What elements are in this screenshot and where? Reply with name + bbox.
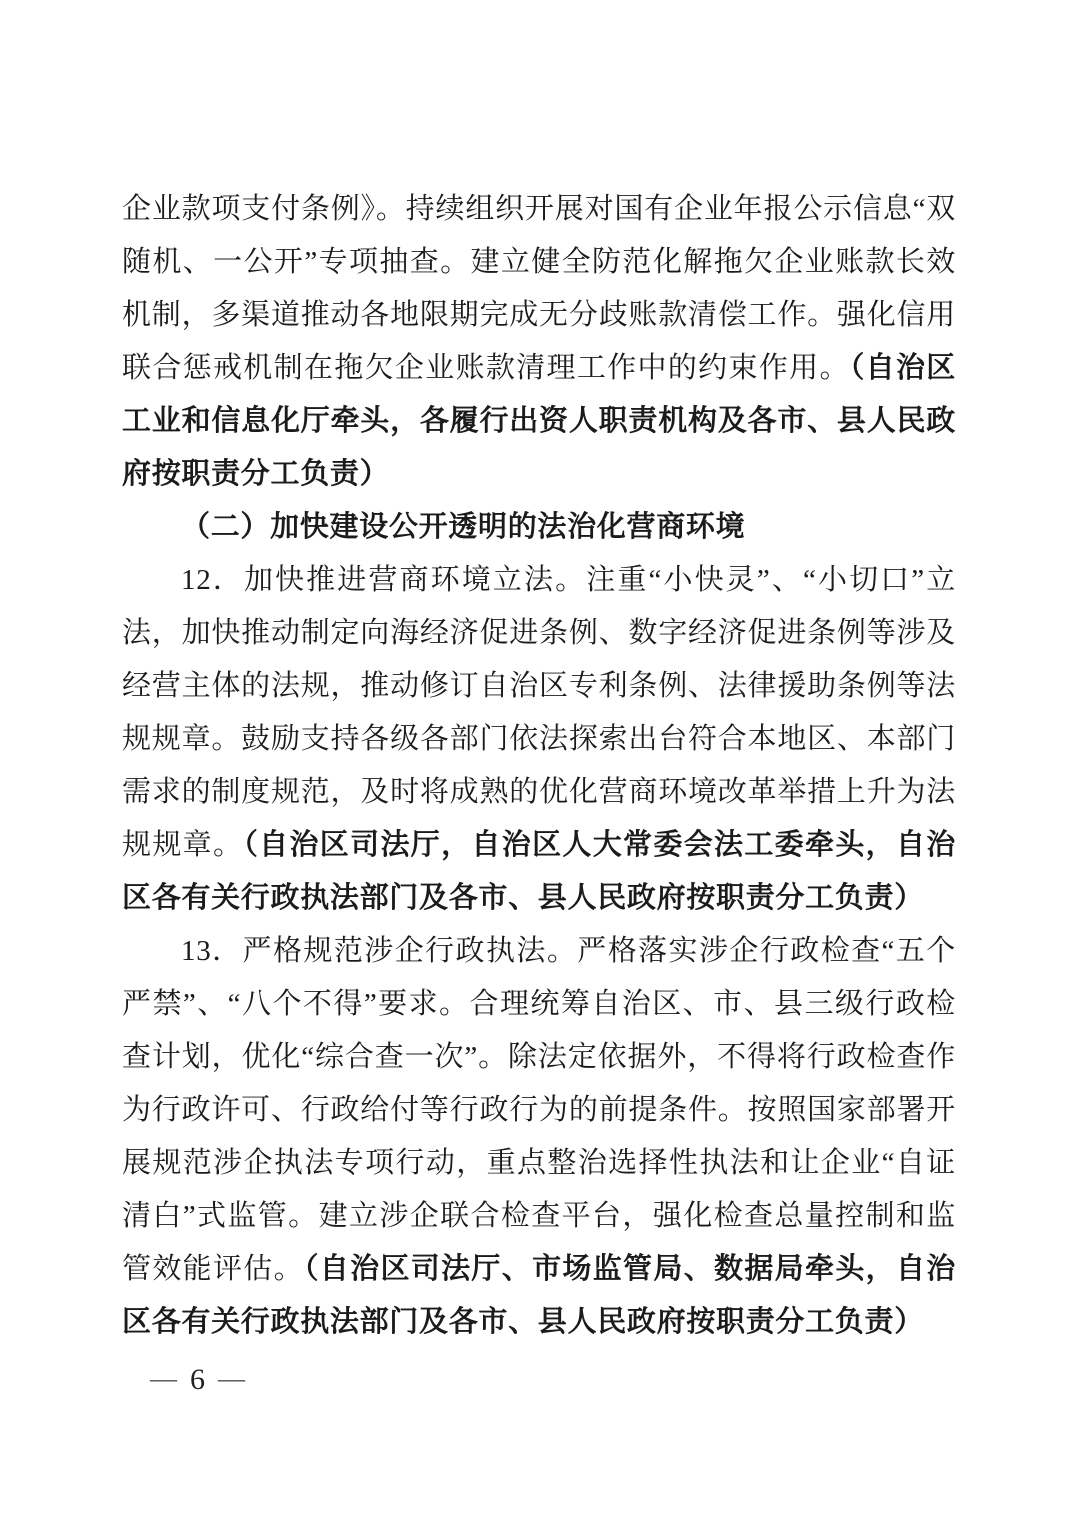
paragraph-arrears-continuation: [122, 183, 956, 501]
page-number-dash-left: —: [150, 1362, 177, 1393]
document-body: [122, 183, 956, 1349]
page-number: [150, 1360, 245, 1400]
paragraph-13-enforcement: [122, 925, 956, 1349]
paragraph-12-responsibility-annotation: （自治区司法厅，自治区人大常委会法工委牵头，自治区各有关行政执法部门及各市、县人民政府按职责分工负责）: [122, 829, 956, 914]
paragraph-13-responsibility-annotation: （自治区司法厅、市场监管局、数据局牵头，自治区各有关行政执法部门及各市、县人民政府按职责分工负责）: [122, 1253, 957, 1338]
paragraph-arrears-responsibility-annotation: （自治区工业和信息化厅牵头，各履行出资人职责机构及各市、县人民政府按职责分工负责）: [122, 352, 956, 490]
section-heading-2: （二）加快建设公开透明的法治化营商环境: [181, 511, 746, 543]
paragraph-12-legislation: [122, 554, 956, 925]
paragraph-12-text: 12．加快推进营商环境立法。注重“小快灵”、“小切口”立法，加快推动制定向海经济促进条例、数字经济促进条例等涉及经营主体的法规，推动修订自治区专利条例、法律援助条例等法规规章。鼓励支持各级各部门依法探索出台符合本地区、本部门需求的制度规范，及时将成熟的优化营商环境改革举措上升为法规规章。: [122, 564, 956, 861]
paragraph-13-text: 13．严格规范涉企行政执法。严格落实涉企行政检查“五个严禁”、“八个不得”要求。合理统筹自治区、市、县三级行政检查计划，优化“综合查一次”。除法定依据外，不得将行政检查作为行政许可、行政给付等行政行为的前提条件。按照国家部署开展规范涉企执法专项行动，重点整治选择性执法和让企业“自证清白”式监管。建立涉企联合检查平台，强化检查总量控制和监管效能评估。: [122, 935, 956, 1285]
page-number-value: 6: [190, 1363, 205, 1396]
paragraph-arrears-text: 企业款项支付条例》。持续组织开展对国有企业年报公示信息“双随机、一公开”专项抽查。建立健全防范化解拖欠企业账款长效机制，多渠道推动各地限期完成无分歧账款清偿工作。强化信用联合惩戒机制在拖欠企业账款清理工作中的约束作用。: [122, 193, 956, 384]
page-number-dash-right: —: [218, 1362, 245, 1393]
